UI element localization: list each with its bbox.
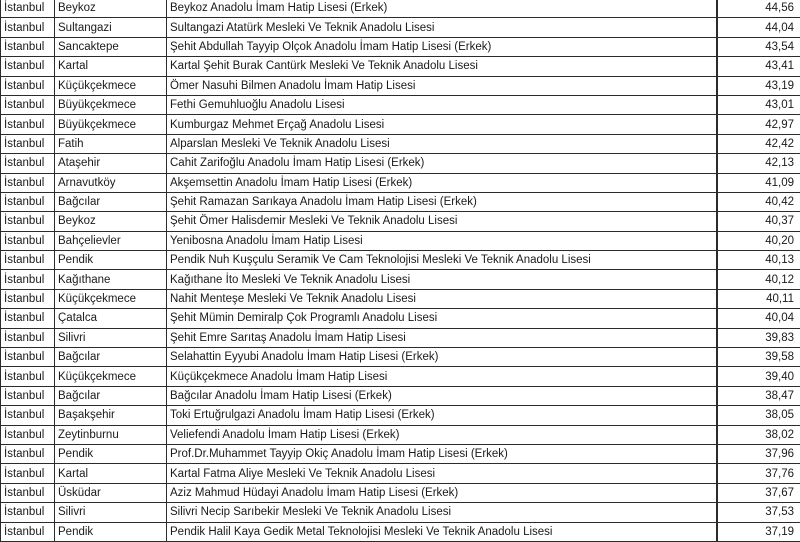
table-row <box>1 503 800 522</box>
district-cell: Pendik <box>55 444 167 463</box>
school-name-cell: Toki Ertuğrulgazi Anadolu İmam Hatip Lisesi (Erkek) <box>167 406 717 425</box>
city-cell: İstanbul <box>1 386 55 405</box>
school-name-cell: Alparslan Mesleki Ve Teknik Anadolu Lisesi <box>167 134 717 153</box>
school-name-cell: Yenibosna Anadolu İmam Hatip Lisesi <box>167 231 717 250</box>
score-cell: 41,09 <box>717 173 800 192</box>
city-cell: İstanbul <box>1 444 55 463</box>
score-cell: 38,47 <box>717 386 800 405</box>
school-name-cell: Kartal Şehit Burak Cantürk Mesleki Ve Teknik Anadolu Lisesi <box>167 57 717 76</box>
score-cell: 40,13 <box>717 251 800 270</box>
city-cell: İstanbul <box>1 134 55 153</box>
table-row <box>1 406 800 425</box>
city-cell: İstanbul <box>1 154 55 173</box>
district-cell: Arnavutköy <box>55 173 167 192</box>
city-cell: İstanbul <box>1 76 55 95</box>
score-cell: 42,42 <box>717 134 800 153</box>
district-cell: Silivri <box>55 503 167 522</box>
table-row <box>1 154 800 173</box>
table-row <box>1 115 800 134</box>
school-name-cell: Prof.Dr.Muhammet Tayyip Okiç Anadolu İmam Hatip Lisesi (Erkek) <box>167 444 717 463</box>
score-cell: 43,41 <box>717 57 800 76</box>
district-cell: Küçükçekmece <box>55 367 167 386</box>
district-cell: Fatih <box>55 134 167 153</box>
city-cell: İstanbul <box>1 328 55 347</box>
district-cell: Ataşehir <box>55 154 167 173</box>
table-row <box>1 444 800 463</box>
score-cell: 43,01 <box>717 95 800 114</box>
district-cell: Sultangazi <box>55 18 167 37</box>
district-cell: Bağcılar <box>55 348 167 367</box>
table-row <box>1 57 800 76</box>
city-cell: İstanbul <box>1 37 55 56</box>
city-cell: İstanbul <box>1 464 55 483</box>
city-cell: İstanbul <box>1 212 55 231</box>
district-cell: Başakşehir <box>55 406 167 425</box>
table-row <box>1 251 800 270</box>
district-cell: Büyükçekmece <box>55 115 167 134</box>
school-name-cell: Bağcılar Anadolu İmam Hatip Lisesi (Erkek) <box>167 386 717 405</box>
district-cell: Bağcılar <box>55 192 167 211</box>
district-cell: Bahçelievler <box>55 231 167 250</box>
school-name-cell: Beykoz Anadolu İmam Hatip Lisesi (Erkek) <box>167 0 717 18</box>
school-name-cell: Şehit Mümin Demiralp Çok Programlı Anadolu Lisesi <box>167 309 717 328</box>
score-cell: 40,04 <box>717 309 800 328</box>
score-cell: 42,13 <box>717 154 800 173</box>
table-row <box>1 483 800 502</box>
score-cell: 37,96 <box>717 444 800 463</box>
score-cell: 40,12 <box>717 270 800 289</box>
table-row <box>1 522 800 541</box>
score-cell: 37,19 <box>717 522 800 541</box>
district-cell: Çatalca <box>55 309 167 328</box>
table-row <box>1 386 800 405</box>
table-row <box>1 134 800 153</box>
score-cell: 40,37 <box>717 212 800 231</box>
city-cell: İstanbul <box>1 57 55 76</box>
score-cell: 43,19 <box>717 76 800 95</box>
score-cell: 43,54 <box>717 37 800 56</box>
district-cell: Pendik <box>55 522 167 541</box>
table-row <box>1 37 800 56</box>
table-row <box>1 192 800 211</box>
city-cell: İstanbul <box>1 173 55 192</box>
district-cell: Üsküdar <box>55 483 167 502</box>
city-cell: İstanbul <box>1 115 55 134</box>
district-cell: Kartal <box>55 464 167 483</box>
table-row <box>1 348 800 367</box>
school-name-cell: Veliefendi Anadolu İmam Hatip Lisesi (Erkek) <box>167 425 717 444</box>
school-name-cell: Kağıthane İto Mesleki Ve Teknik Anadolu Lisesi <box>167 270 717 289</box>
score-cell: 39,58 <box>717 348 800 367</box>
district-cell: Sancaktepe <box>55 37 167 56</box>
school-name-cell: Cahit Zarifoğlu Anadolu İmam Hatip Lisesi (Erkek) <box>167 154 717 173</box>
score-cell: 38,05 <box>717 406 800 425</box>
score-cell: 40,20 <box>717 231 800 250</box>
table-row <box>1 309 800 328</box>
city-cell: İstanbul <box>1 406 55 425</box>
city-cell: İstanbul <box>1 289 55 308</box>
table-row <box>1 270 800 289</box>
score-cell: 39,40 <box>717 367 800 386</box>
school-name-cell: Şehit Emre Sarıtaş Anadolu İmam Hatip Lisesi <box>167 328 717 347</box>
score-cell: 37,67 <box>717 483 800 502</box>
score-cell: 44,56 <box>717 0 800 18</box>
city-cell: İstanbul <box>1 192 55 211</box>
district-cell: Küçükçekmece <box>55 76 167 95</box>
city-cell: İstanbul <box>1 483 55 502</box>
table-row <box>1 231 800 250</box>
table-row <box>1 212 800 231</box>
school-name-cell: Pendik Halil Kaya Gedik Metal Teknolojisi Mesleki Ve Teknik Anadolu Lisesi <box>167 522 717 541</box>
district-cell: Kağıthane <box>55 270 167 289</box>
district-cell: Büyükçekmece <box>55 95 167 114</box>
table-row <box>1 425 800 444</box>
score-cell: 37,53 <box>717 503 800 522</box>
score-cell: 38,02 <box>717 425 800 444</box>
city-cell: İstanbul <box>1 251 55 270</box>
table-row <box>1 0 800 18</box>
table-row <box>1 95 800 114</box>
school-name-cell: Aziz Mahmud Hüdayi Anadolu İmam Hatip Lisesi (Erkek) <box>167 483 717 502</box>
city-cell: İstanbul <box>1 270 55 289</box>
table-row <box>1 173 800 192</box>
school-name-cell: Şehit Abdullah Tayyip Olçok Anadolu İmam Hatip Lisesi (Erkek) <box>167 37 717 56</box>
school-name-cell: Sultangazi Atatürk Mesleki Ve Teknik Anadolu Lisesi <box>167 18 717 37</box>
district-cell: Pendik <box>55 251 167 270</box>
school-name-cell: Ömer Nasuhi Bilmen Anadolu İmam Hatip Lisesi <box>167 76 717 95</box>
table-row <box>1 367 800 386</box>
table-row <box>1 464 800 483</box>
school-name-cell: Şehit Ömer Halisdemir Mesleki Ve Teknik Anadolu Lisesi <box>167 212 717 231</box>
city-cell: İstanbul <box>1 348 55 367</box>
city-cell: İstanbul <box>1 309 55 328</box>
district-cell: Silivri <box>55 328 167 347</box>
city-cell: İstanbul <box>1 503 55 522</box>
city-cell: İstanbul <box>1 95 55 114</box>
school-name-cell: Silivri Necip Sarıbekir Mesleki Ve Teknik Anadolu Lisesi <box>167 503 717 522</box>
table-row <box>1 18 800 37</box>
district-cell: Zeytinburnu <box>55 425 167 444</box>
table-body <box>1 0 800 541</box>
school-name-cell: Şehit Ramazan Sarıkaya Anadolu İmam Hatip Lisesi (Erkek) <box>167 192 717 211</box>
school-name-cell: Pendik Nuh Kuşçulu Seramik Ve Cam Teknolojisi Mesleki Ve Teknik Anadolu Lisesi <box>167 251 717 270</box>
district-cell: Kartal <box>55 57 167 76</box>
city-cell: İstanbul <box>1 231 55 250</box>
score-cell: 42,97 <box>717 115 800 134</box>
school-name-cell: Selahattin Eyyubi Anadolu İmam Hatip Lisesi (Erkek) <box>167 348 717 367</box>
score-cell: 44,04 <box>717 18 800 37</box>
school-name-cell: Fethi Gemuhluoğlu Anadolu Lisesi <box>167 95 717 114</box>
district-cell: Bağcılar <box>55 386 167 405</box>
district-cell: Beykoz <box>55 212 167 231</box>
school-name-cell: Nahit Menteşe Mesleki Ve Teknik Anadolu Lisesi <box>167 289 717 308</box>
district-cell: Beykoz <box>55 0 167 18</box>
city-cell: İstanbul <box>1 0 55 18</box>
school-name-cell: Akşemsettin Anadolu İmam Hatip Lisesi (Erkek) <box>167 173 717 192</box>
table-row <box>1 76 800 95</box>
city-cell: İstanbul <box>1 522 55 541</box>
score-cell: 40,11 <box>717 289 800 308</box>
school-name-cell: Kumburgaz Mehmet Erçağ Anadolu Lisesi <box>167 115 717 134</box>
city-cell: İstanbul <box>1 425 55 444</box>
score-cell: 37,76 <box>717 464 800 483</box>
city-cell: İstanbul <box>1 367 55 386</box>
school-name-cell: Kartal Fatma Aliye Mesleki Ve Teknik Anadolu Lisesi <box>167 464 717 483</box>
school-name-cell: Küçükçekmece Anadolu İmam Hatip Lisesi <box>167 367 717 386</box>
table-row <box>1 328 800 347</box>
score-cell: 39,83 <box>717 328 800 347</box>
city-cell: İstanbul <box>1 18 55 37</box>
score-cell: 40,42 <box>717 192 800 211</box>
district-cell: Küçükçekmece <box>55 289 167 308</box>
table-row <box>1 289 800 308</box>
